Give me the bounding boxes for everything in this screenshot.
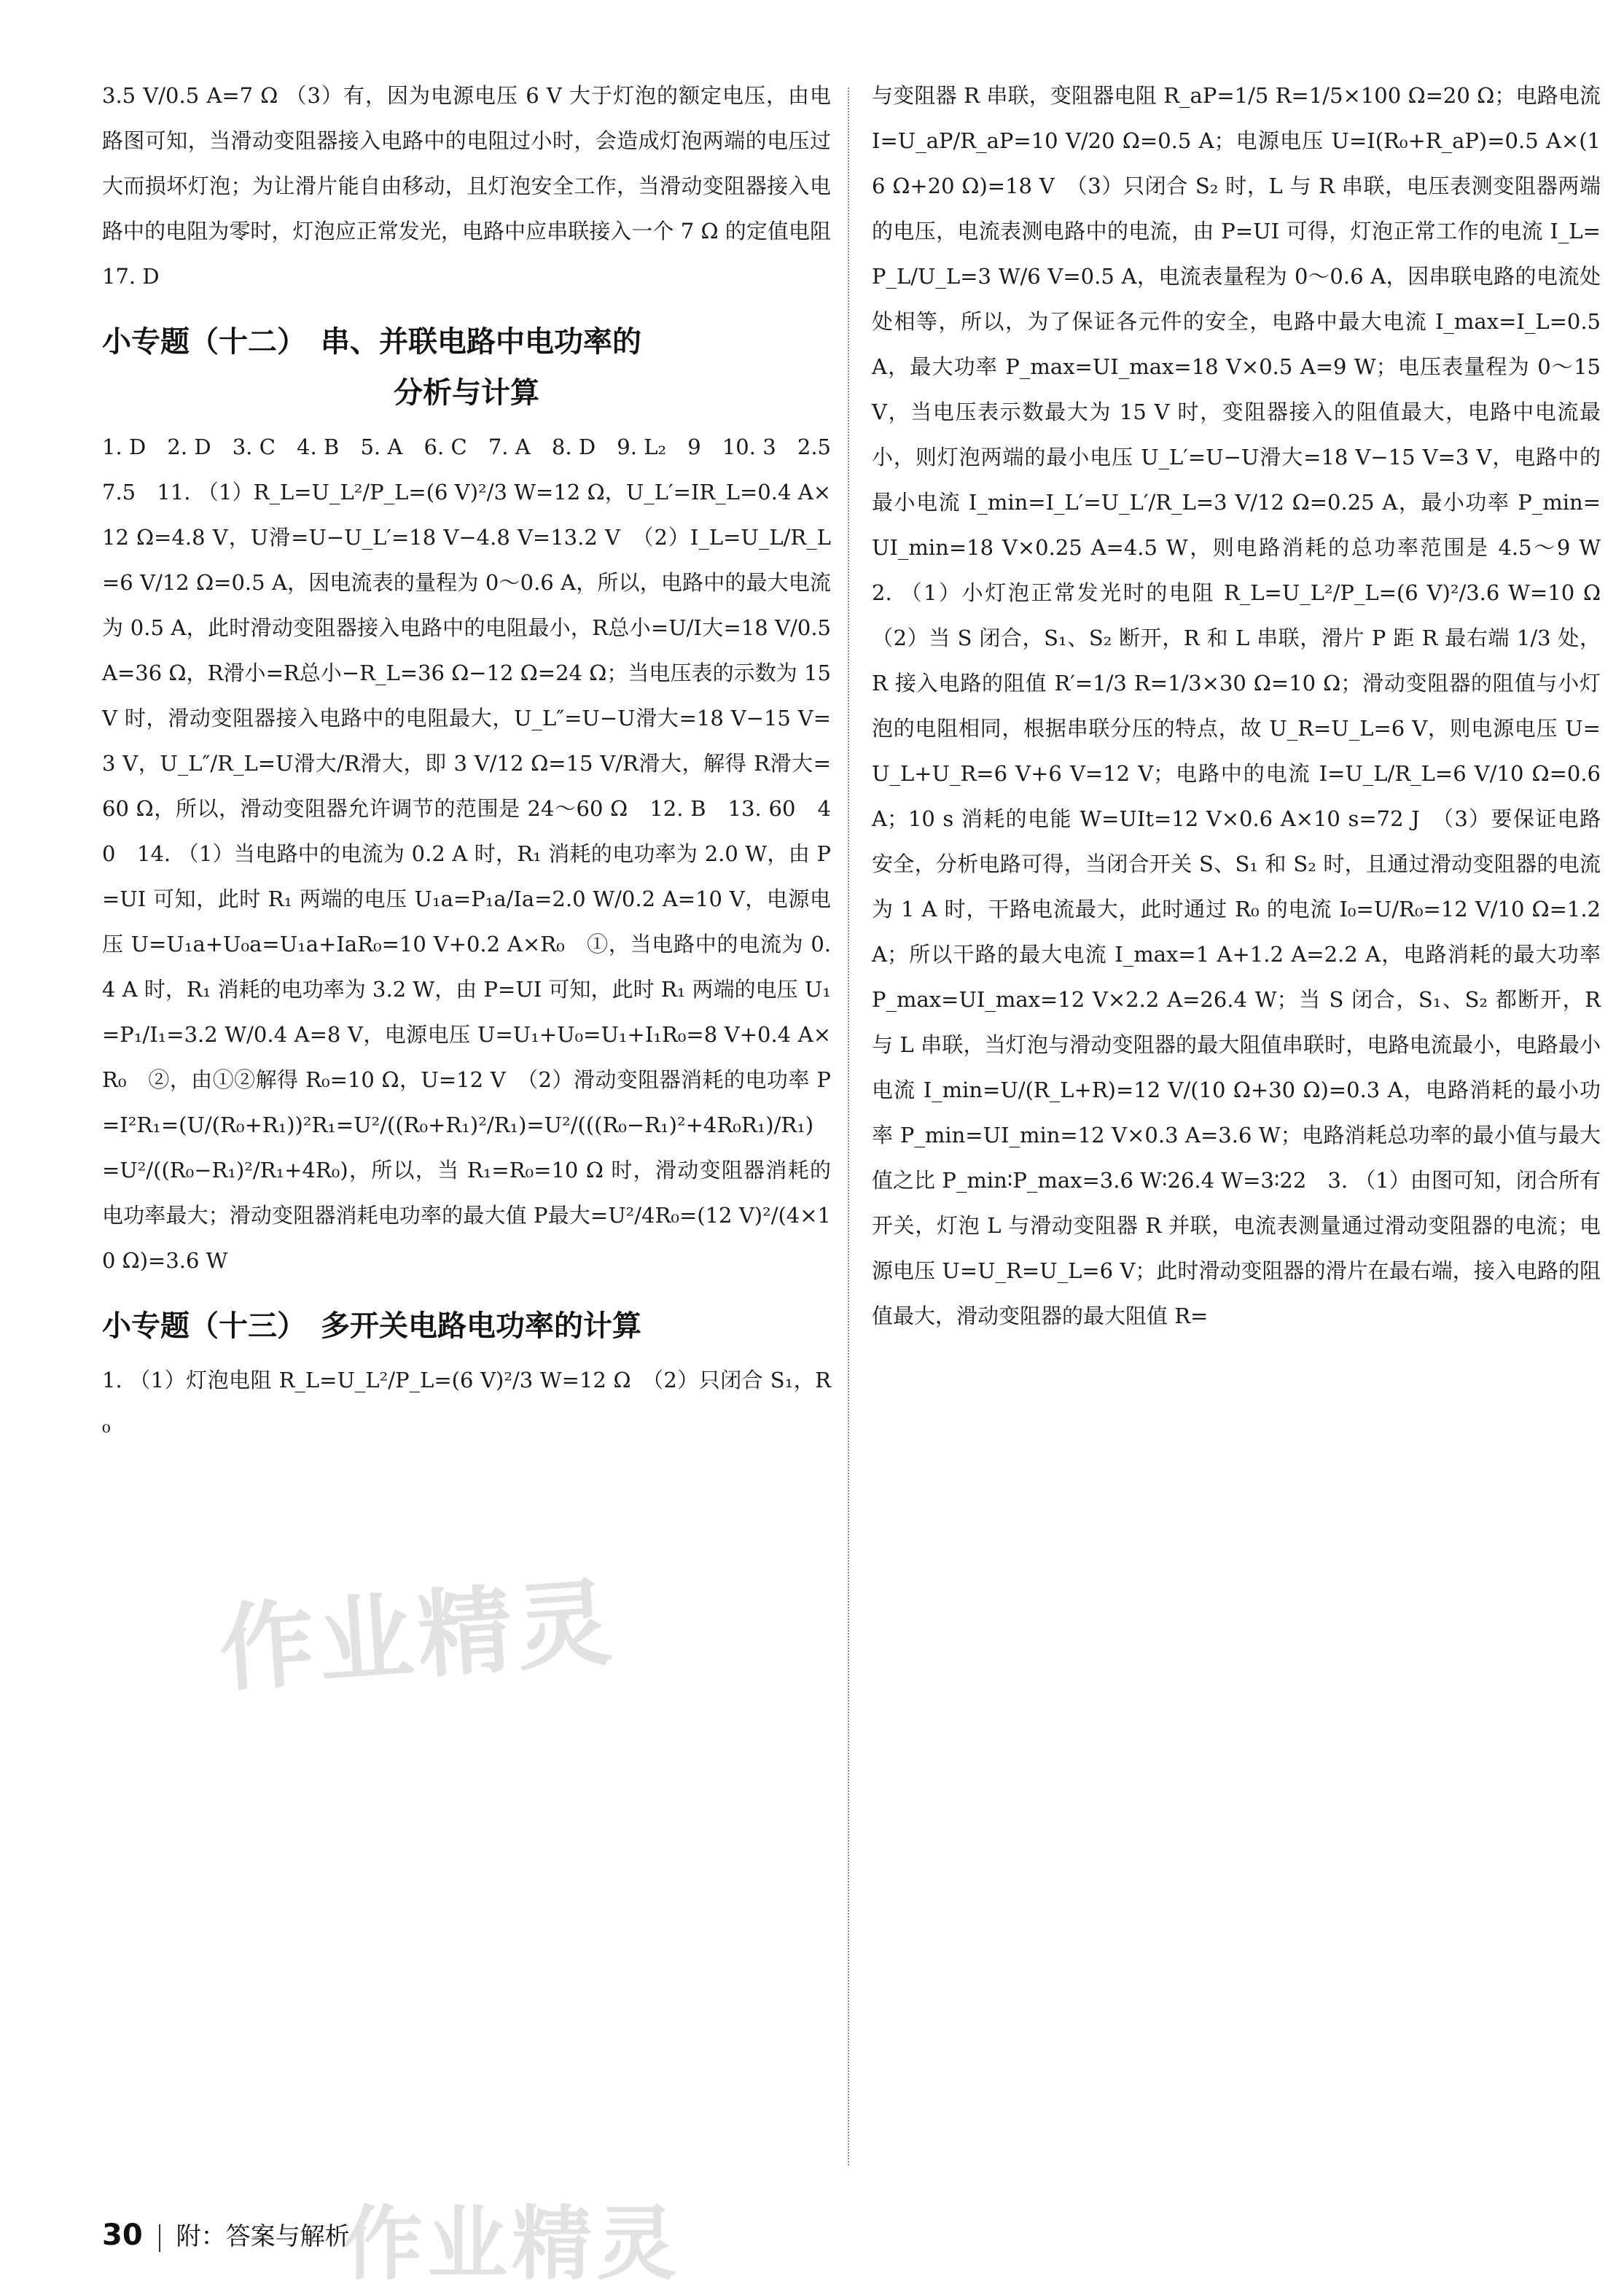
- answer-paragraph: 1. D 2. D 3. C 4. B 5. A 6. C 7. A 8. D 9. L₂ 9 10. 3 2.5 7.5 11. （1）R_L=U_L²/P_L=(6 V)²/3 W=12 Ω，U_L′=IR_L=0.4 A×12 Ω=4.8 V，U滑=U−U_L′=18 V−4.8 V=13.2 V （2）I_L=U_L/R_L=6 V/12 Ω=0.5 A，因电流表的量程为 0～0.6 A，所以，电路中的最大电流为 0.5 A，此时滑动变阻器接入电路中的电阻最小，R总小=U/I大=18 V/0.5 A=36 Ω，R滑小=R总小−R_L=36 Ω−12 Ω=24 Ω；当电压表的示数为 15 V 时，滑动变阻器接入电路中的电阻最大，U_L″=U−U滑大=18 V−15 V=3 V，U_L″/R_L=U滑大/R滑大，即 3 V/12 Ω=15 V/R滑大，解得 R滑大=60 Ω，所以，滑动变阻器允许调节的范围是 24～60 Ω 12. B 13. 60 40 14. （1）当电路中的电流为 0.2 A 时，R₁ 消耗的电功率为 2.0 W，由 P=UI 可知，此时 R₁ 两端的电压 U₁a=P₁a/Ia=2.0 W/0.2 A=10 V，电源电压 U=U₁a+U₀a=U₁a+IaR₀=10 V+0.2 A×R₀ ①，当电路中的电流为 0.4 A 时，R₁ 消耗的电功率为 3.2 W，由 P=UI 可知，此时 R₁ 两端的电压 U₁=P₁/I₁=3.2 W/0.4 A=8 V，电源电压 U=U₁+U₀=U₁+I₁R₀=8 V+0.4 A×R₀ ②，由①②解得 R₀=10 Ω，U=12 V （2）滑动变阻器消耗的电功率 P=I²R₁=(U/(R₀+R₁))²R₁=U²/((R₀+R₁)²/R₁)=U²/(((R₀−R₁)²+4R₀R₁)/R₁)=U²/((R₀−R₁)²/R₁+4R₀)，所以，当 R₁=R₀=10 Ω 时，滑动变阻器消耗的电功率最大；滑动变阻器消耗电功率的最大值 P最大=U²/4R₀=(12 V)²/(4×10 Ω)=3.6 W: [102, 435, 853, 1273]
- right-column: [872, 73, 1623, 1339]
- watermark: 作业精灵: [343, 2197, 681, 2291]
- left-column: [102, 73, 853, 1448]
- section-heading-subtitle: 分析与计算: [394, 376, 539, 410]
- answer-paragraph: 1. （1）灯泡电阻 R_L=U_L²/P_L=(6 V)²/3 W=12 Ω （2）只闭合 S₁，R₀: [102, 1368, 831, 1438]
- answer-paragraph: 3.5 V/0.5 A=7 Ω （3）有，因为电源电压 6 V 大于灯泡的额定电压，由电路图可知，当滑动变阻器接入电路中的电阻过小时，会造成灯泡两端的电压过大而损坏灯泡；为让滑片能自由移动，且灯泡安全工作，当滑动变阻器接入电路中的电阻为零时，灯泡应正常发光，电路中应串联接入一个 7 Ω 的定值电阻 17. D: [102, 83, 853, 289]
- section-heading: [102, 1301, 831, 1352]
- footer-separator: [159, 2224, 160, 2252]
- footer-label: 附：答案与解析: [176, 2222, 350, 2251]
- section-heading-title: 小专题（十三） 多开关电路电功率的计算: [102, 1309, 641, 1343]
- page-footer: [102, 2216, 350, 2252]
- answer-paragraph: 与变阻器 R 串联，变阻器电阻 R_aP=1/5 R=1/5×100 Ω=20 Ω；电路电流 I=U_aP/R_aP=10 V/20 Ω=0.5 A；电源电压 U=I(R₀+R_aP)=0.5 A×(16 Ω+20 Ω)=18 V （3）只闭合 S₂ 时，L 与 R 串联，电压表测变阻器两端的电压，电流表测电路中的电流，由 P=UI 可得，灯泡正常工作的电流 I_L=P_L/U_L=3 W/6 V=0.5 A，电流表量程为 0～0.6 A，因串联电路的电流处处相等，所以，为了保证各元件的安全，电路中最大电流 I_max=I_L=0.5 A，最大功率 P_max=UI_max=18 V×0.5 A=9 W；电压表量程为 0～15 V，当电压表示数最大为 15 V 时，变阻器接入的阻值最大，电路中电流最小，则灯泡两端的最小电压 U_L′=U−U滑大=18 V−15 V=3 V，电路中的最小电流 I_min=I_L′=U_L′/R_L=3 V/12 Ω=0.25 A，最小功率 P_min=UI_min=18 V×0.25 A=4.5 W，则电路消耗的总功率范围是 4.5～9 W 2. （1）小灯泡正常发光时的电阻 R_L=U_L²/P_L=(6 V)²/3.6 W=10 Ω （2）当 S 闭合，S₁、S₂ 断开，R 和 L 串联，滑片 P 距 R 最右端 1/3 处，R 接入电路的阻值 R′=1/3 R=1/3×30 Ω=10 Ω；滑动变阻器的阻值与小灯泡的电阻相同，根据串联分压的特点，故 U_R=U_L=6 V，则电源电压 U=U_L+U_R=6 V+6 V=12 V；电路中的电流 I=U_L/R_L=6 V/10 Ω=0.6 A；10 s 消耗的电能 W=UIt=12 V×0.6 A×10 s=72 J （3）要保证电路安全，分析电路可得，当闭合开关 S、S₁ 和 S₂ 时，且通过滑动变阻器的电流为 1 A 时，干路电流最大，此时通过 R₀ 的电流 I₀=U/R₀=12 V/10 Ω=1.2 A；所以干路的最大电流 I_max=1 A+1.2 A=2.2 A，电路消耗的最大功率 P_max=UI_max=12 V×2.2 A=26.4 W；当 S 闭合，S₁、S₂ 都断开，R 与 L 串联，当灯泡与滑动变阻器的最大阻值串联时，电路电流最小，电路最小电流 I_min=U/(R_L+R)=12 V/(10 Ω+30 Ω)=0.3 A，电路消耗的最小功率 P_min=UI_min=12 V×0.3 A=3.6 W；电路消耗总功率的最小值与最大值之比 P_min∶P_max=3.6 W∶26.4 W=3∶22 3. （1）由图可知，闭合所有开关，灯泡 L 与滑动变阻器 R 并联，电流表测量通过滑动变阻器的电流；电源电压 U=U_R=U_L=6 V；此时滑动变阻器的滑片在最右端，接入电路的阻值最大，滑动变阻器的最大阻值 R=: [872, 83, 1623, 1328]
- page-number: 30: [102, 2218, 143, 2252]
- watermark: 作业精灵: [216, 1567, 620, 1705]
- section-heading: [102, 316, 831, 418]
- column-divider: [848, 87, 849, 2165]
- section-heading-title: 小专题（十二） 串、并联电路中电功率的: [102, 325, 641, 359]
